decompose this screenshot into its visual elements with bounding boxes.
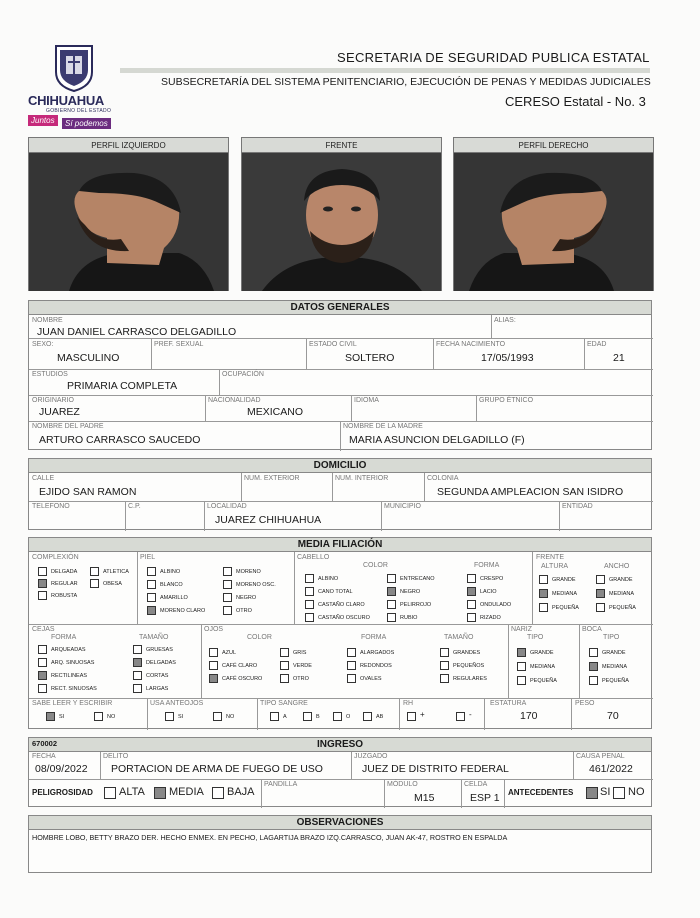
option-label: O [346, 714, 351, 720]
option-label: OBESA [103, 581, 122, 587]
option-label: ALBINO [318, 576, 339, 582]
option-label: GRANDE [552, 577, 576, 583]
delito-label: DELITO [103, 753, 129, 760]
checkbox-ancho-mediana[interactable] [596, 589, 605, 598]
option-label: OTRO [293, 676, 309, 682]
cabello-forma-label: FORMA [474, 562, 500, 569]
option-label: AZUL [222, 650, 237, 656]
option-label: SI [600, 786, 611, 798]
option-label: ARQUEADAS [51, 647, 86, 653]
option-label: B [316, 714, 320, 720]
option-label: DELGADA [51, 569, 78, 575]
originario-value: JUAREZ [39, 406, 80, 418]
option-label: PEQUEÑOS [453, 663, 485, 669]
checkbox-ancho-grande[interactable] [596, 575, 605, 584]
photo-right-profile [453, 137, 654, 291]
header-subtitle: SUBSECRETARÍA DEL SISTEMA PENITENCIARIO, EJECUCIÓN DE PENAS Y MEDIDAS JUDICIALES [161, 76, 651, 88]
padre-label: NOMBRE DEL PADRE [32, 423, 104, 430]
sangre-label: TIPO SANGRE [260, 700, 308, 707]
checkbox-ondulado[interactable] [467, 600, 476, 609]
checkbox-ovales[interactable] [347, 674, 356, 683]
option-label: REGULAR [51, 581, 78, 587]
option-label: ATLETICA [103, 569, 129, 575]
option-label: ONDULADO [480, 602, 512, 608]
observaciones-section [28, 815, 652, 873]
antecedentes-label: ANTECEDENTES [508, 788, 574, 797]
option-label: ENTRECANO [400, 576, 435, 582]
checkbox-castano-oscuro[interactable] [305, 613, 314, 622]
celda-label: CELDA [464, 781, 488, 788]
checkbox-rect-sinuosas[interactable] [38, 684, 47, 693]
checkbox-cafe-oscuro[interactable] [209, 674, 218, 683]
datos-generales-section [28, 300, 652, 450]
civil-label: ESTADO CIVIL [309, 341, 357, 348]
checkbox-ancho-pequena[interactable] [596, 603, 605, 612]
modulo-label: MÓDULO [387, 781, 418, 788]
checkbox-robusta[interactable] [38, 591, 47, 600]
option-label: MEDIA [169, 786, 204, 798]
checkbox-castano-claro[interactable] [305, 600, 314, 609]
num-int-label: NUM. INTERIOR [335, 475, 389, 482]
option-label: PEQUEÑA [602, 678, 629, 684]
checkbox-anteojos-si[interactable] [165, 712, 174, 721]
checkbox-altura-mediana[interactable] [539, 589, 548, 598]
checkbox-media[interactable] [154, 787, 166, 799]
option-label: MEDIANA [602, 664, 628, 670]
section-title: MEDIA FILIACIÓN [29, 538, 651, 552]
domicilio-section [28, 458, 652, 530]
option-label: A [283, 714, 287, 720]
option-label: REDONDOS [360, 663, 392, 669]
option-label: CAFÉ CLARO [222, 663, 258, 669]
checkbox-verde[interactable] [280, 661, 289, 670]
peligrosidad-label: PELIGROSIDAD [32, 788, 93, 797]
checkbox-nariz-pequena[interactable] [517, 676, 526, 685]
checkbox-antecedentes-si[interactable] [586, 787, 598, 799]
checkbox-atletica[interactable] [90, 567, 99, 576]
checkbox-leer-no[interactable] [94, 712, 103, 721]
cabello-color-label: COLOR [363, 562, 388, 569]
estatura-label: ESTATURA [490, 700, 527, 707]
checkbox-blanco[interactable] [147, 580, 156, 589]
fnac-label: FECHA NACIMIENTO [436, 341, 506, 348]
photo-front [241, 137, 442, 291]
option-label: LARGAS [146, 686, 169, 692]
anteojos-label: USA ANTEOJOS [150, 700, 204, 707]
option-label: NEGRO [400, 589, 421, 595]
front-face-image [242, 153, 441, 291]
option-label: GRANDE [530, 650, 554, 656]
edad-value: 21 [613, 352, 625, 364]
checkbox-largas[interactable] [133, 684, 142, 693]
peso-value: 70 [607, 710, 619, 722]
checkbox-ojos-otro[interactable] [280, 674, 289, 683]
checkbox-cafe-claro[interactable] [209, 661, 218, 670]
section-title: INGRESO [29, 738, 651, 752]
header-center: CERESO Estatal - No. 3 [505, 94, 646, 109]
checkbox-gruesas[interactable] [133, 645, 142, 654]
header-title: SECRETARIA DE SEGURIDAD PUBLICA ESTATAL [337, 50, 650, 65]
padre-value: ARTURO CARRASCO SAUCEDO [39, 434, 201, 446]
section-title: DOMICILIO [29, 459, 651, 473]
idioma-label: IDIOMA [354, 397, 379, 404]
state-logo [28, 42, 123, 134]
photo-caption: PERFIL IZQUIERDO [29, 138, 228, 153]
option-label: NO [628, 786, 645, 798]
checkbox-delgada[interactable] [38, 567, 47, 576]
section-title: DATOS GENERALES [29, 301, 651, 315]
cejas-tamano-label: TAMAÑO [139, 634, 169, 641]
logo-tag-1: Juntos [28, 115, 58, 126]
option-label: SI [178, 714, 184, 720]
fnac-value: 17/05/1993 [481, 352, 534, 364]
option-label: VERDE [293, 663, 312, 669]
option-label: PELIRROJO [400, 602, 432, 608]
estudios-label: ESTUDIOS [32, 371, 68, 378]
option-label: SI [59, 714, 65, 720]
checkbox-gris[interactable] [280, 648, 289, 657]
option-label: AMARILLO [160, 595, 188, 601]
option-label: RECT. SINUOSAS [51, 686, 97, 692]
shield-seal-icon [50, 42, 98, 92]
madre-label: NOMBRE DE LA MADRE [343, 423, 423, 430]
frente-ancho-label: ANCHO [604, 563, 630, 570]
calle-label: CALLE [32, 475, 55, 482]
edad-label: EDAD [587, 341, 607, 348]
option-label: NEGRO [236, 595, 257, 601]
option-label: CASTAÑO OSCURO [318, 615, 370, 621]
alias-label: ALIAS: [494, 317, 516, 324]
option-label: MEDIANA [609, 591, 635, 597]
checkbox-moreno[interactable] [223, 567, 232, 576]
ojos-color-label: COLOR [247, 634, 272, 641]
checkbox-sangre-b[interactable] [303, 712, 312, 721]
checkbox-alargados[interactable] [347, 648, 356, 657]
option-label: RIZADO [480, 615, 501, 621]
nariz-tipo-label: TIPO [527, 634, 544, 641]
leer-label: SABE LEER Y ESCRIBIR [32, 700, 113, 707]
option-label: CRESPO [480, 576, 504, 582]
calle-value: EJIDO SAN RAMON [39, 486, 137, 498]
option-label: CORTAS [146, 673, 169, 679]
modulo-value: M15 [414, 792, 435, 804]
complexion-label: COMPLEXIÓN [32, 554, 79, 561]
frente-label: FRENTE [536, 554, 564, 561]
logo-sub: GOBIERNO DEL ESTADO [46, 108, 112, 114]
juzgado-label: JUZGADO [354, 753, 388, 760]
option-label: DELGADAS [146, 660, 176, 666]
option-label: RUBIO [400, 615, 418, 621]
peso-label: PESO [575, 700, 595, 707]
option-label: OVALES [360, 676, 382, 682]
option-label: ALBINO [160, 569, 181, 575]
madre-value: MARIA ASUNCION DELGADILLO (F) [349, 434, 525, 446]
ocupacion-label: OCUPACIÓN [222, 371, 264, 378]
rh-label: RH [403, 700, 414, 707]
option-label: RECTILINEAS [51, 673, 88, 679]
checkbox-delgadas[interactable] [133, 658, 142, 667]
option-label: + [420, 710, 425, 719]
checkbox-boca-pequena[interactable] [589, 676, 598, 685]
boca-tipo-label: TIPO [603, 634, 620, 641]
municipio-label: MUNICIPIO [384, 503, 421, 510]
nacionalidad-value: MEXICANO [247, 406, 304, 418]
cejas-label: CEJAS [32, 626, 55, 633]
header-rule [120, 68, 650, 73]
cp-label: C.P. [128, 503, 141, 510]
checkbox-sangre-ab[interactable] [363, 712, 372, 721]
civil-value: SOLTERO [345, 352, 395, 364]
checkbox-antecedentes-no[interactable] [613, 787, 625, 799]
section-title: OBSERVACIONES [29, 816, 651, 830]
checkbox-regulares[interactable] [440, 674, 449, 683]
checkbox-sangre-o[interactable] [333, 712, 342, 721]
piel-label: PIEL [140, 554, 156, 561]
colonia-value: SEGUNDA AMPLEACION SAN ISIDRO [437, 486, 624, 498]
checkbox-lacio[interactable] [467, 587, 476, 596]
option-label: ROBUSTA [51, 593, 78, 599]
ojos-label: OJOS [204, 626, 224, 633]
nacionalidad-label: NACIONALIDAD [208, 397, 261, 404]
photo-caption: FRENTE [242, 138, 441, 153]
checkbox-alta[interactable] [104, 787, 116, 799]
option-label: CASTAÑO CLARO [318, 602, 365, 608]
checkbox-negro[interactable] [223, 593, 232, 602]
checkbox-leer-si[interactable] [46, 712, 55, 721]
option-label: GRUESAS [146, 647, 173, 653]
option-label: PEQUEÑA [609, 605, 636, 611]
option-label: GRANDE [609, 577, 633, 583]
causa-label: CAUSA PENAL [576, 753, 625, 760]
option-label: MEDIANA [552, 591, 578, 597]
checkbox-pequenos[interactable] [440, 661, 449, 670]
ojos-forma-label: FORMA [361, 634, 387, 641]
pref-label: PREF. SEXUAL [154, 341, 204, 348]
checkbox-cabello-albino[interactable] [305, 574, 314, 583]
checkbox-baja[interactable] [212, 787, 224, 799]
option-label: ALTA [119, 786, 145, 798]
checkbox-albino[interactable] [147, 567, 156, 576]
estudios-value: PRIMARIA COMPLETA [67, 380, 178, 392]
option-label: NO [226, 714, 235, 720]
celda-value: ESP 1 [470, 792, 500, 804]
option-label: MORENO OSC. [236, 582, 276, 588]
localidad-value: JUAREZ CHIHUAHUA [215, 514, 322, 526]
checkbox-altura-pequena[interactable] [539, 603, 548, 612]
nombre-value: JUAN DANIEL CARRASCO DELGADILLO [37, 326, 237, 338]
checkbox-cabello-negro[interactable] [387, 587, 396, 596]
cejas-forma-label: FORMA [51, 634, 77, 641]
fecha-value: 08/09/2022 [35, 763, 88, 775]
checkbox-arqueadas[interactable] [38, 645, 47, 654]
checkbox-pelirrojo[interactable] [387, 600, 396, 609]
cabello-label: CABELLO [297, 554, 330, 561]
colonia-label: COLONIA [427, 475, 459, 482]
originario-label: ORIGINARIO [32, 397, 75, 404]
grupo-etnico-label: GRUPO ÉTNICO [479, 397, 534, 404]
option-label: BAJA [227, 786, 255, 798]
checkbox-redondos[interactable] [347, 661, 356, 670]
option-label: ALARGADOS [360, 650, 395, 656]
ingreso-id: 670002 [32, 739, 58, 748]
checkbox-boca-grande[interactable] [589, 648, 598, 657]
checkbox-entrecano[interactable] [387, 574, 396, 583]
checkbox-rizado[interactable] [467, 613, 476, 622]
nombre-label: NOMBRE [32, 317, 63, 324]
option-label: CANO TOTAL [318, 589, 353, 595]
telefono-label: TELEFONO [32, 503, 70, 510]
checkbox-azul[interactable] [209, 648, 218, 657]
option-label: PEQUEÑA [530, 678, 557, 684]
option-label: CAFÉ OSCURO [222, 676, 263, 682]
juzgado-value: JUEZ DE DISTRITO FEDERAL [362, 763, 509, 775]
option-label: OTRO [236, 608, 252, 614]
photo-caption: PERFIL DERECHO [454, 138, 653, 153]
checkbox-nariz-grande[interactable] [517, 648, 526, 657]
causa-value: 461/2022 [589, 763, 633, 775]
checkbox-amarillo[interactable] [147, 593, 156, 602]
checkbox-sangre-a[interactable] [270, 712, 279, 721]
boca-label: BOCA [582, 626, 602, 633]
checkbox-nariz-mediana[interactable] [517, 662, 526, 671]
logo-brand: CHIHUAHUA [28, 93, 105, 108]
entidad-label: ENTIDAD [562, 503, 593, 510]
photo-left-profile [28, 137, 229, 291]
checkbox-crespo[interactable] [467, 574, 476, 583]
pandilla-label: PANDILLA [264, 781, 298, 788]
profile-left-image [29, 153, 228, 291]
profile-right-image [454, 153, 653, 291]
option-label: ARQ. SINUOSAS [51, 660, 95, 666]
option-label: GRIS [293, 650, 307, 656]
checkbox-rubio[interactable] [387, 613, 396, 622]
option-label: MEDIANA [530, 664, 556, 670]
ingreso-section [28, 737, 652, 807]
option-label: GRANDES [453, 650, 481, 656]
option-label: AB [376, 714, 384, 720]
option-label: BLANCO [160, 582, 183, 588]
nariz-label: NARIZ [511, 626, 532, 633]
checkbox-moreno-osc[interactable] [223, 580, 232, 589]
logo-tag-2: Sí podemos [62, 118, 111, 129]
option-label: NO [107, 714, 116, 720]
option-label: REGULARES [453, 676, 487, 682]
media-filiacion-section [28, 537, 652, 729]
observaciones-text: HOMBRE LOBO, BETTY BRAZO DER. HECHO ENMEX. EN PECHO, LAGARTIJA BRAZO IZQ.CARRASCO, JUAN AK-47, ROSTRO EN ESPALDA [32, 833, 508, 842]
ojos-tamano-label: TAMAÑO [444, 634, 474, 641]
option-label: MORENO [236, 569, 261, 575]
checkbox-cano-total[interactable] [305, 587, 314, 596]
checkbox-rh-plus[interactable] [407, 712, 416, 721]
option-label: - [469, 710, 472, 719]
checkbox-rectilineas[interactable] [38, 671, 47, 680]
checkbox-rh-minus[interactable] [456, 712, 465, 721]
checkbox-grandes[interactable] [440, 648, 449, 657]
option-label: GRANDE [602, 650, 626, 656]
sexo-value: MASCULINO [57, 352, 120, 364]
option-label: MORENO CLARO [160, 608, 206, 614]
checkbox-otro[interactable] [223, 606, 232, 615]
checkbox-moreno-claro[interactable] [147, 606, 156, 615]
checkbox-boca-mediana[interactable] [589, 662, 598, 671]
option-label: LACIO [480, 589, 497, 595]
checkbox-anteojos-no[interactable] [213, 712, 222, 721]
checkbox-arq-sinuosas[interactable] [38, 658, 47, 667]
fecha-label: FECHA [32, 753, 56, 760]
option-label: PEQUEÑA [552, 605, 579, 611]
num-ext-label: NUM. EXTERIOR [244, 475, 300, 482]
sexo-label: SEXO: [32, 341, 54, 348]
checkbox-regular[interactable] [38, 579, 47, 588]
checkbox-obesa[interactable] [90, 579, 99, 588]
estatura-value: 170 [520, 710, 538, 722]
localidad-label: LOCALIDAD [207, 503, 247, 510]
checkbox-cortas[interactable] [133, 671, 142, 680]
frente-altura-label: ALTURA [541, 563, 569, 570]
checkbox-altura-grande[interactable] [539, 575, 548, 584]
delito-value: PORTACION DE ARMA DE FUEGO DE USO [111, 763, 323, 775]
